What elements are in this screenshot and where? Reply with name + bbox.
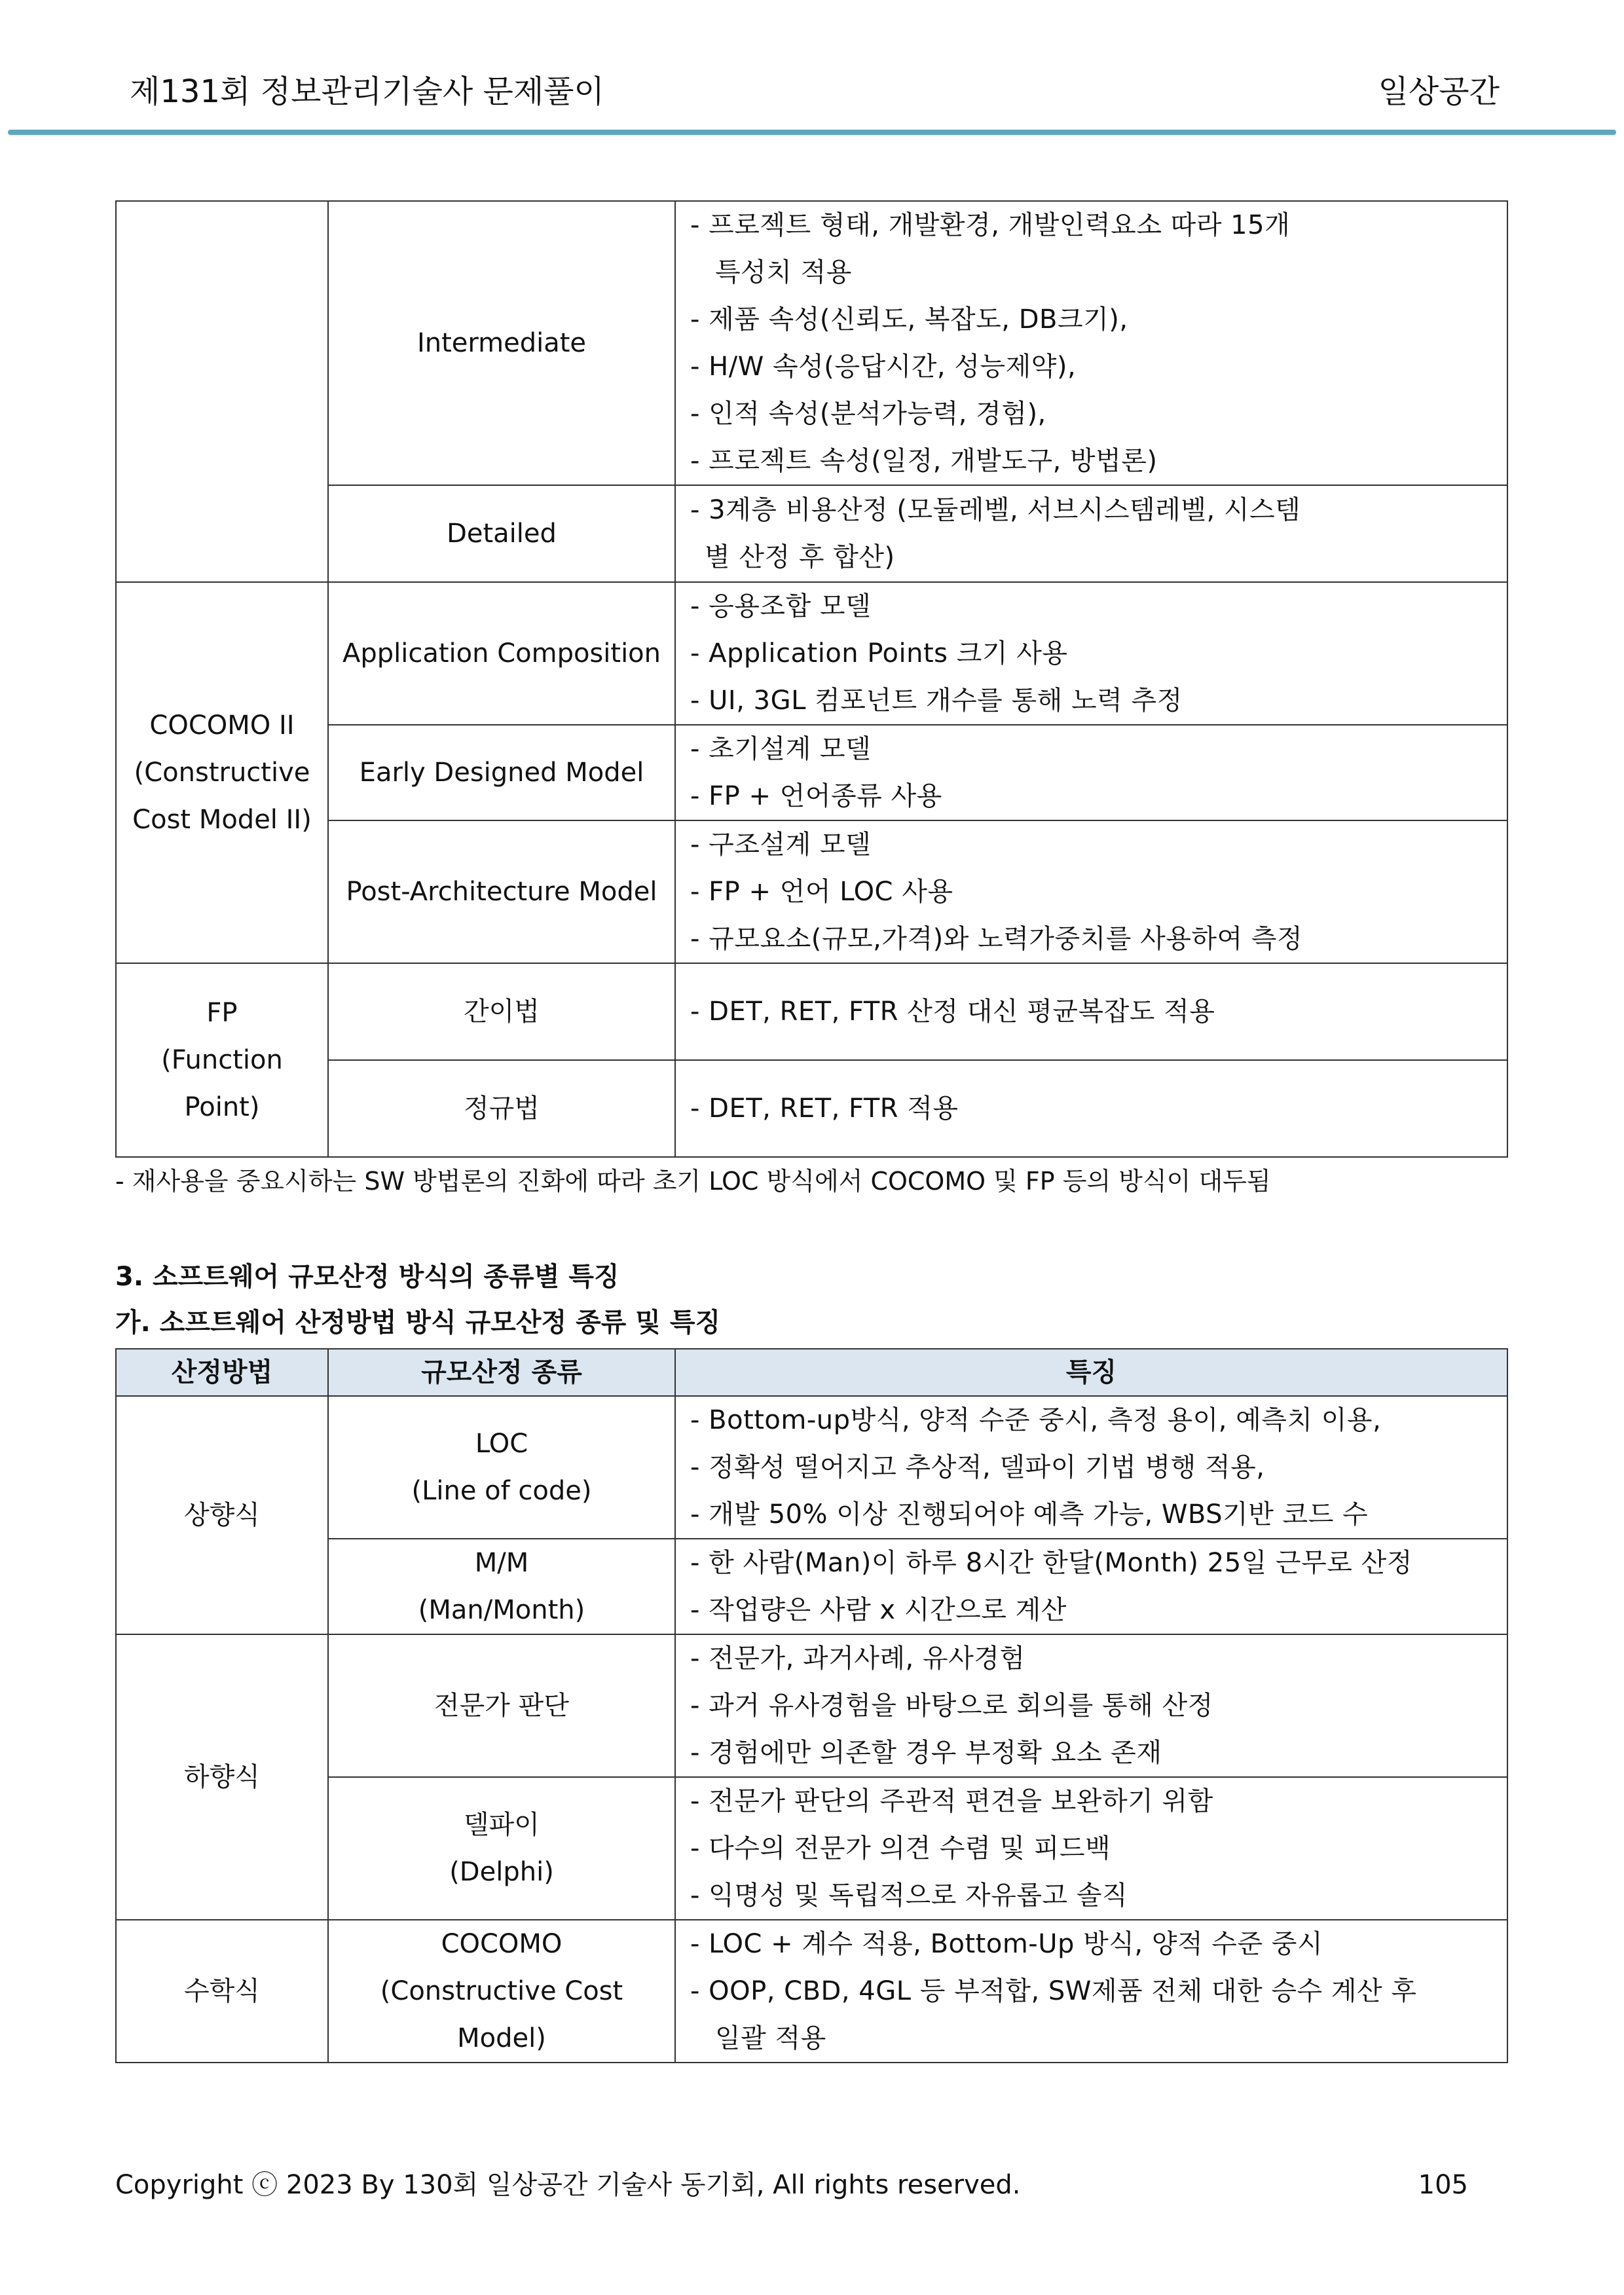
sizing-method-table — [115, 1348, 1508, 2063]
kind-cell — [328, 1539, 675, 1634]
kind-label: LOC — [475, 1429, 528, 1459]
model-type-label: 간이법 — [464, 997, 540, 1027]
column-header: 산정방법 — [116, 1349, 328, 1396]
header-divider — [8, 130, 1616, 135]
kind-label: 델파이 — [464, 1810, 540, 1840]
table-row — [116, 1920, 1507, 2063]
kind-cell — [328, 1920, 675, 2063]
feature-line: - OOP, CBD, 4GL 등 부적합, SW제품 전체 대한 승수 계산 후 — [690, 1976, 1417, 2006]
kind-label: (Delphi) — [449, 1857, 554, 1887]
description-line: - UI, 3GL 컴포넌트 개수를 통해 노력 추정 — [690, 686, 1183, 716]
description-line: - 인적 속성(분석가능력, 경험), — [690, 399, 1046, 429]
description-line: - 제품 속성(신뢰도, 복잡도, DB크기), — [690, 304, 1128, 335]
features-cell — [675, 1777, 1507, 1920]
description-line: 특성치 적용 — [715, 257, 852, 287]
description-line: 별 산정 후 합산) — [705, 542, 895, 572]
feature-line: - 작업량은 사람 x 시간으로 계산 — [690, 1595, 1067, 1625]
method-label: 하향식 — [184, 1762, 260, 1792]
model-type-cell — [328, 485, 675, 582]
table-header-row — [116, 1349, 1507, 1396]
model-group-label: (Function — [161, 1045, 283, 1075]
model-type-cell — [328, 725, 675, 820]
model-group-label: Point) — [184, 1092, 260, 1122]
feature-line: - 전문가 판단의 주관적 편견을 보완하기 위함 — [690, 1786, 1213, 1816]
column-header: 특징 — [675, 1349, 1507, 1396]
table-row — [116, 1396, 1507, 1539]
features-cell — [675, 1634, 1507, 1777]
model-group-cell — [116, 963, 328, 1157]
kind-label: (Constructive Cost — [380, 1976, 623, 2006]
features-cell — [675, 1920, 1507, 2063]
model-type-label: Post-Architecture Model — [346, 877, 657, 907]
description-line: - DET, RET, FTR 적용 — [690, 1093, 959, 1124]
description-line: - FP + 언어 LOC 사용 — [690, 877, 953, 907]
table-row — [116, 582, 1507, 725]
description-line: - 규모요소(규모,가격)와 노력가중치를 사용하여 측정 — [690, 924, 1303, 954]
model-group-label: (Constructive — [134, 758, 310, 788]
kind-label: Model) — [457, 2023, 546, 2053]
note-text: - 재사용을 중요시하는 SW 방법론의 진화에 따라 초기 LOC 방식에서 COCOMO 및 FP 등의 방식이 대두됨 — [115, 1167, 1271, 1196]
copyright-text: Copyright ⓒ 2023 By 130회 일상공간 기술사 동기회, All rights reserved. — [115, 2170, 1021, 2200]
model-type-cell — [328, 963, 675, 1060]
feature-line: - 과거 유사경험을 바탕으로 회의를 통해 산정 — [690, 1691, 1213, 1721]
model-type-label: Detailed — [447, 519, 557, 549]
kind-label: M/M — [474, 1548, 529, 1578]
model-type-label: 정규법 — [464, 1093, 540, 1124]
page-footer — [115, 2162, 1468, 2208]
description-line: - 3계층 비용산정 (모듈레벨, 서브시스템레벨, 시스템 — [690, 495, 1301, 525]
model-type-cell — [328, 1060, 675, 1157]
description-line: - Application Points 크기 사용 — [690, 638, 1068, 669]
model-type-cell — [328, 582, 675, 725]
kind-label: COCOMO — [441, 1929, 563, 1959]
features-cell — [675, 1396, 1507, 1539]
header-brand: 일상공간 — [1378, 73, 1500, 110]
model-description-cell — [675, 582, 1507, 725]
method-cell — [116, 1920, 328, 2063]
subsection-heading: 가. 소프트웨어 산정방법 방식 규모산정 종류 및 특징 — [115, 1308, 721, 1338]
model-group-label: COCOMO II — [149, 710, 295, 741]
feature-line: - 개발 50% 이상 진행되어야 예측 가능, WBS기반 코드 수 — [690, 1499, 1369, 1530]
features-cell — [675, 1539, 1507, 1634]
kind-label: 전문가 판단 — [434, 1691, 569, 1721]
kind-label: (Line of code) — [411, 1476, 592, 1506]
feature-line: - 경험에만 의존할 경우 부정확 요소 존재 — [690, 1738, 1162, 1768]
kind-cell — [328, 1634, 675, 1777]
feature-line: - 한 사람(Man)이 하루 8시간 한달(Month) 25일 근무로 산정 — [690, 1548, 1412, 1578]
feature-line: - 정확성 떨어지고 추상적, 델파이 기법 병행 적용, — [690, 1452, 1265, 1482]
description-line: - 프로젝트 속성(일정, 개발도구, 방법론) — [690, 446, 1158, 476]
model-description-cell — [675, 485, 1507, 582]
description-line: - 초기설계 모델 — [690, 734, 872, 764]
model-description-cell — [675, 725, 1507, 820]
section-heading: 3. 소프트웨어 규모산정 방식의 종류별 특징 — [115, 1262, 619, 1292]
model-type-cell — [328, 820, 675, 963]
estimation-model-table — [115, 200, 1508, 1158]
model-type-label: Early Designed Model — [359, 758, 644, 788]
table-row — [116, 1634, 1507, 1777]
model-group-cell — [116, 201, 328, 582]
model-group-label: Cost Model II) — [132, 805, 312, 835]
kind-label: (Man/Month) — [418, 1595, 585, 1625]
model-description-cell — [675, 201, 1507, 485]
page-header — [130, 65, 1500, 118]
kind-cell — [328, 1777, 675, 1920]
model-type-label: Application Composition — [342, 638, 661, 669]
description-line: - H/W 속성(응답시간, 성능제약), — [690, 352, 1077, 382]
method-cell — [116, 1396, 328, 1634]
description-line: - 응용조합 모델 — [690, 591, 872, 621]
table-row — [116, 201, 1507, 485]
feature-line: - 전문가, 과거사례, 유사경험 — [690, 1643, 1025, 1674]
model-description-cell — [675, 963, 1507, 1060]
model-description-cell — [675, 1060, 1507, 1157]
model-description-cell — [675, 820, 1507, 963]
feature-line: 일괄 적용 — [715, 2023, 826, 2053]
feature-line: - Bottom-up방식, 양적 수준 중시, 측정 용이, 예측치 이용, — [690, 1405, 1382, 1435]
table-row — [116, 963, 1507, 1060]
method-cell — [116, 1634, 328, 1920]
feature-line: - 다수의 전문가 의견 수렴 및 피드백 — [690, 1833, 1111, 1864]
model-group-label: FP — [206, 998, 238, 1028]
description-line: - 구조설계 모델 — [690, 830, 872, 860]
model-type-label: Intermediate — [416, 328, 587, 358]
method-label: 상향식 — [184, 1500, 260, 1530]
document-title: 제131회 정보관리기술사 문제풀이 — [130, 73, 604, 110]
column-header: 규모산정 종류 — [328, 1349, 675, 1396]
model-type-cell — [328, 201, 675, 485]
page-number: 105 — [1418, 2170, 1468, 2200]
kind-cell — [328, 1396, 675, 1539]
method-label: 수학식 — [184, 1976, 260, 2006]
feature-line: - LOC + 계수 적용, Bottom-Up 방식, 양적 수준 중시 — [690, 1929, 1323, 1959]
description-line: - FP + 언어종류 사용 — [690, 781, 942, 811]
model-group-cell — [116, 582, 328, 963]
description-line: - DET, RET, FTR 산정 대신 평균복잡도 적용 — [690, 997, 1215, 1027]
description-line: - 프로젝트 형태, 개발환경, 개발인력요소 따라 15개 — [690, 210, 1291, 240]
feature-line: - 익명성 및 독립적으로 자유롭고 솔직 — [690, 1881, 1128, 1911]
